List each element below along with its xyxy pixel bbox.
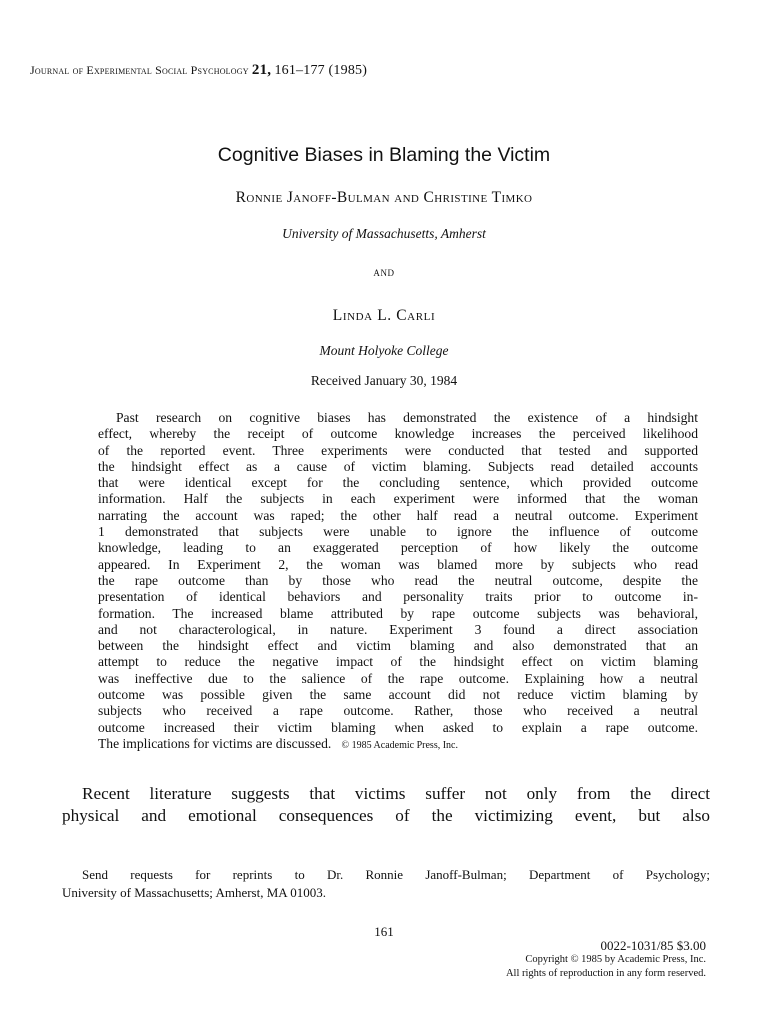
article-title: Cognitive Biases in Blaming the Victim: [217, 144, 551, 166]
issn-price: 0022-1031/85 $3.00: [600, 938, 706, 953]
publisher-copyright: Copyright © 1985 by Academic Press, Inc.: [525, 954, 706, 965]
journal-volume: 21,: [251, 62, 272, 78]
abstract-line: outcome was possible given the same account did not reduce victim blaming by: [98, 687, 698, 703]
body-text: [62, 783, 710, 826]
journal-pages: 161–177 (1985): [274, 63, 368, 78]
abstract-line: outcome increased their victim blaming when asked to explain a rape outcome.: [98, 719, 698, 735]
abstract-line: subjects who received a rape outcome. Rather, those who received a neutral: [98, 703, 698, 719]
rights-notice: All rights of reproduction in any form reserved.: [505, 968, 706, 979]
abstract-line: attempt to reduce the negative impact of the hindsight effect on victim blaming: [98, 654, 698, 670]
reprint-footnote: [62, 866, 710, 902]
abstract-line: that were identical except for the concluding sentence, which provided outcome: [98, 475, 698, 491]
article-authors: Ronnie Janoff-Bulman and Christine Timko: [235, 189, 533, 206]
abstract-line: between the hindsight effect and victim blaming and also demonstrated that an: [98, 638, 698, 654]
abstract-line: narrating the account was raped; the other half read a neutral outcome. Experiment: [98, 507, 698, 523]
footnote-line: University of Massachusetts; Amherst, MA 01003.: [62, 885, 326, 900]
abstract-line: and not characterological, in nature. Experiment 3 found a direct association: [98, 621, 698, 637]
journal-name: Journal of Experimental Social Psychology: [30, 63, 249, 77]
abstract-line: Past research on cognitive biases has demonstrated the existence of a hindsight: [116, 410, 698, 425]
third-author: Linda L. Carli: [332, 307, 436, 324]
abstract-line: formation. The increased blame attributed by rape outcome subjects was behavioral,: [98, 605, 698, 621]
abstract-line: presentation of identical behaviors and personality traits prior to outcome in-: [98, 589, 698, 605]
affiliation-2: Mount Holyoke College: [319, 343, 449, 358]
received-date: Received January 30, 1984: [310, 373, 458, 388]
and-separator: and: [373, 264, 395, 279]
abstract-copyright: © 1985 Academic Press, Inc.: [341, 739, 458, 751]
body-line: physical and emotional consequences of the victimizing event, but also: [62, 805, 710, 825]
abstract-line: The implications for victims are discussed.: [98, 735, 332, 751]
abstract-line: of the reported event. Three experiments were conducted that tested and supported: [98, 442, 698, 458]
abstract-line: knowledge, leading to an exaggerated perception of how likely the outcome: [98, 540, 698, 556]
affiliation-1: University of Massachusetts, Amherst: [282, 226, 486, 241]
footnote-line: Send requests for reprints to Dr. Ronnie Janoff-Bulman; Department of Psychology;: [82, 867, 710, 882]
abstract-last-line: [98, 736, 698, 754]
abstract-line: was ineffective due to the salience of the rape outcome. Explaining how a neutral: [98, 670, 698, 686]
journal-header: [30, 62, 367, 79]
body-line: Recent literature suggests that victims suffer not only from the direct: [82, 784, 710, 803]
abstract-line: effect, whereby the receipt of outcome knowledge increases the perceived likelihood: [98, 426, 698, 442]
abstract-line: the rape outcome than by those who read the neutral outcome, despite the: [98, 572, 698, 588]
page-number: 161: [374, 924, 394, 939]
abstract-line: the hindsight effect as a cause of victim blaming. Subjects read detailed accounts: [98, 458, 698, 474]
abstract-line: 1 demonstrated that subjects were unable to ignore the influence of outcome: [98, 524, 698, 540]
abstract-line: information. Half the subjects in each experiment were informed that the woman: [98, 491, 698, 507]
abstract-line: appeared. In Experiment 2, the woman was blamed more by subjects who read: [98, 556, 698, 572]
abstract: [98, 410, 698, 754]
